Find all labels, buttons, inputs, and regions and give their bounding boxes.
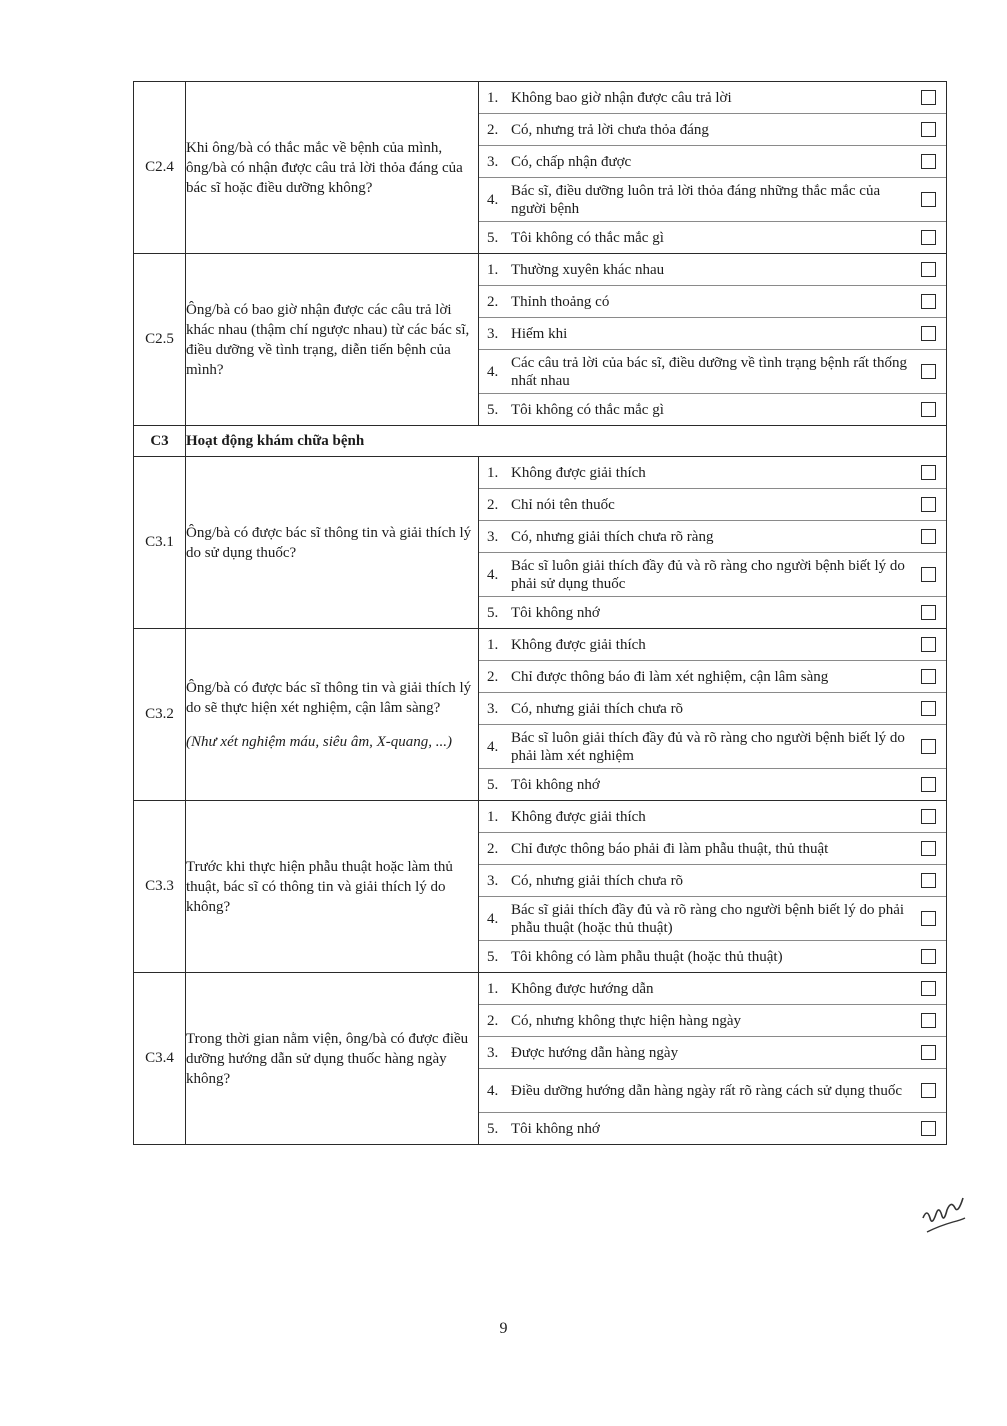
option-checkbox[interactable] [921, 1121, 936, 1136]
answer-option [479, 896, 946, 940]
option-number: 2. [487, 293, 499, 310]
option-label: Bác sĩ giải thích đầy đủ và rõ ràng cho người bệnh biết lý do phải phẫu thuật (hoặc thủ thuật) [511, 901, 905, 936]
answer-option [479, 1004, 946, 1036]
option-number: 2. [487, 668, 499, 685]
option-label: Bác sĩ, điều dưỡng luôn trả lời thỏa đáng những thắc mắc của người bệnh [511, 182, 881, 217]
option-checkbox[interactable] [921, 326, 936, 341]
question-text: Trước khi thực hiện phẫu thuật hoặc làm thủ thuật, bác sĩ có thông tin và giải thích lý do không? [186, 858, 453, 915]
option-number: 1. [487, 636, 499, 653]
question-code: C2.5 [134, 254, 186, 426]
answer-option [479, 221, 946, 253]
answer-option [479, 82, 946, 113]
option-checkbox[interactable] [921, 294, 936, 309]
question-row [134, 629, 947, 801]
answer-options [479, 801, 947, 973]
option-number: 4. [487, 1082, 499, 1099]
option-checkbox[interactable] [921, 637, 936, 652]
answer-option [479, 864, 946, 896]
option-checkbox[interactable] [921, 465, 936, 480]
question-row [134, 82, 947, 254]
option-checkbox[interactable] [921, 497, 936, 512]
option-checkbox[interactable] [921, 1083, 936, 1098]
question-cell [186, 254, 479, 426]
question-code: C3.1 [134, 457, 186, 629]
option-number: 5. [487, 604, 499, 621]
option-checkbox[interactable] [921, 809, 936, 824]
answer-option [479, 393, 946, 425]
option-label: Thường xuyên khác nhau [511, 261, 665, 278]
option-label: Tôi không nhớ [511, 604, 600, 621]
answer-option [479, 113, 946, 145]
question-row [134, 457, 947, 629]
option-checkbox[interactable] [921, 669, 936, 684]
question-text: Ông/bà có bao giờ nhận được các câu trả lời khác nhau (thậm chí ngược nhau) từ các bác sĩ, điều dưỡng về tình trạng, diễn tiến bệnh của mình? [186, 301, 470, 378]
page-number: 9 [499, 1320, 508, 1337]
option-checkbox[interactable] [921, 262, 936, 277]
option-label: Hiếm khi [511, 325, 568, 342]
option-number: 2. [487, 840, 499, 857]
answer-option [479, 488, 946, 520]
answer-option [479, 724, 946, 768]
option-checkbox[interactable] [921, 605, 936, 620]
option-number: 4. [487, 738, 499, 755]
answer-option [479, 801, 946, 832]
answer-option [479, 596, 946, 628]
option-label: Điều dưỡng hướng dẫn hàng ngày rất rõ ràng cách sử dụng thuốc [511, 1082, 902, 1099]
option-number: 3. [487, 700, 499, 717]
question-cell [186, 457, 479, 629]
option-number: 5. [487, 1120, 499, 1137]
answer-options [479, 629, 947, 801]
option-number: 1. [487, 464, 499, 481]
answer-options [479, 254, 947, 426]
option-number: 2. [487, 496, 499, 513]
option-number: 5. [487, 776, 499, 793]
answer-option [479, 973, 946, 1004]
option-label: Chỉ nói tên thuốc [511, 496, 615, 513]
option-number: 3. [487, 1044, 499, 1061]
answer-option [479, 940, 946, 972]
answer-option [479, 1112, 946, 1144]
answer-option [479, 629, 946, 660]
question-cell [186, 973, 479, 1145]
question-code: C2.4 [134, 82, 186, 254]
question-row [134, 254, 947, 426]
option-label: Có, nhưng giải thích chưa rõ [511, 700, 684, 717]
option-label: Chỉ được thông báo đi làm xét nghiệm, cận lâm sàng [511, 668, 829, 685]
answer-option [479, 692, 946, 724]
option-number: 1. [487, 261, 499, 278]
answer-option [479, 177, 946, 221]
question-cell [186, 629, 479, 801]
answer-option [479, 660, 946, 692]
option-label: Không bao giờ nhận được câu trả lời [511, 89, 732, 106]
option-number: 3. [487, 872, 499, 889]
question-text: Trong thời gian nằm viện, ông/bà có được điều dưỡng hướng dẫn sử dụng thuốc hàng ngày không? [186, 1030, 469, 1087]
answer-options [479, 973, 947, 1145]
option-label: Có, chấp nhận được [511, 153, 632, 170]
option-label: Tôi không có thắc mắc gì [511, 229, 664, 246]
option-number: 3. [487, 153, 499, 170]
option-number: 4. [487, 566, 499, 583]
option-number: 5. [487, 948, 499, 965]
question-row [134, 801, 947, 973]
question-row [134, 973, 947, 1145]
option-label: Có, nhưng không thực hiện hàng ngày [511, 1012, 741, 1029]
answer-option [479, 254, 946, 285]
answer-option [479, 552, 946, 596]
question-code: C3.2 [134, 629, 186, 801]
answer-options [479, 82, 947, 254]
option-label: Có, nhưng giải thích chưa rõ ràng [511, 528, 714, 545]
option-label: Tôi không có làm phẫu thuật (hoặc thủ thuật) [511, 948, 783, 965]
question-note: (Như xét nghiệm máu, siêu âm, X-quang, ...) [186, 733, 453, 750]
question-text: Ông/bà có được bác sĩ thông tin và giải thích lý do sử dụng thuốc? [186, 524, 472, 561]
question-code: C3.4 [134, 973, 186, 1145]
option-label: Các câu trả lời của bác sĩ, điều dưỡng về tình trạng bệnh rất thống nhất nhau [511, 354, 907, 389]
answer-option [479, 285, 946, 317]
option-number: 4. [487, 191, 499, 208]
question-cell [186, 82, 479, 254]
option-label: Không được giải thích [511, 808, 646, 825]
answer-option [479, 768, 946, 800]
option-checkbox[interactable] [921, 1013, 936, 1028]
section-title: Hoạt động khám chữa bệnh [186, 426, 947, 457]
question-cell [186, 801, 479, 973]
option-label: Có, nhưng giải thích chưa rõ [511, 872, 684, 889]
option-number: 2. [487, 1012, 499, 1029]
section-row [134, 426, 947, 457]
answer-option [479, 317, 946, 349]
option-label: Bác sĩ luôn giải thích đầy đủ và rõ ràng cho người bệnh biết lý do phải sử dụng thuốc [511, 557, 905, 592]
answer-option [479, 349, 946, 393]
answer-option [479, 1036, 946, 1068]
question-text: Khi ông/bà có thắc mắc về bệnh của mình, ông/bà có nhận được câu trả lời thỏa đáng của bác sĩ hoặc điều dưỡng không? [186, 139, 463, 196]
option-checkbox[interactable] [921, 911, 936, 926]
option-checkbox[interactable] [921, 192, 936, 207]
option-number: 1. [487, 89, 499, 106]
option-number: 1. [487, 980, 499, 997]
option-checkbox[interactable] [921, 981, 936, 996]
option-checkbox[interactable] [921, 841, 936, 856]
option-label: Không được giải thích [511, 464, 646, 481]
option-checkbox[interactable] [921, 1045, 936, 1060]
option-checkbox[interactable] [921, 567, 936, 582]
question-text: Ông/bà có được bác sĩ thông tin và giải thích lý do sẽ thực hiện xét nghiệm, cận lâm sàng? [186, 679, 472, 716]
option-label: Không được hướng dẫn [511, 980, 654, 997]
option-number: 3. [487, 528, 499, 545]
option-label: Tôi không nhớ [511, 1120, 600, 1137]
option-checkbox[interactable] [921, 739, 936, 754]
option-checkbox[interactable] [921, 122, 936, 137]
questionnaire-body [134, 82, 947, 1145]
option-label: Tôi không có thắc mắc gì [511, 401, 664, 418]
answer-options [479, 457, 947, 629]
answer-option [479, 520, 946, 552]
option-number: 2. [487, 121, 499, 138]
answer-option [479, 145, 946, 177]
option-label: Có, nhưng trả lời chưa thỏa đáng [511, 121, 709, 138]
option-number: 5. [487, 401, 499, 418]
option-number: 5. [487, 229, 499, 246]
option-checkbox[interactable] [921, 402, 936, 417]
option-checkbox[interactable] [921, 777, 936, 792]
question-code: C3.3 [134, 801, 186, 973]
option-label: Chỉ được thông báo phải đi làm phẫu thuật, thủ thuật [511, 840, 829, 857]
option-number: 1. [487, 808, 499, 825]
option-number: 4. [487, 910, 499, 927]
option-checkbox[interactable] [921, 90, 936, 105]
signature-initials [915, 1192, 975, 1242]
option-checkbox[interactable] [921, 701, 936, 716]
option-label: Được hướng dẫn hàng ngày [511, 1044, 679, 1061]
answer-option [479, 832, 946, 864]
option-checkbox[interactable] [921, 364, 936, 379]
option-label: Bác sĩ luôn giải thích đầy đủ và rõ ràng cho người bệnh biết lý do phải làm xét nghiệm [511, 729, 905, 764]
option-checkbox[interactable] [921, 154, 936, 169]
option-label: Tôi không nhớ [511, 776, 600, 793]
option-checkbox[interactable] [921, 873, 936, 888]
answer-option [479, 1068, 946, 1112]
option-label: Không được giải thích [511, 636, 646, 653]
answer-option [479, 457, 946, 488]
option-checkbox[interactable] [921, 230, 936, 245]
option-checkbox[interactable] [921, 529, 936, 544]
option-checkbox[interactable] [921, 949, 936, 964]
option-number: 3. [487, 325, 499, 342]
section-code: C3 [134, 426, 186, 457]
questionnaire-table [133, 81, 947, 1145]
option-number: 4. [487, 363, 499, 380]
option-label: Thỉnh thoảng có [511, 293, 610, 310]
